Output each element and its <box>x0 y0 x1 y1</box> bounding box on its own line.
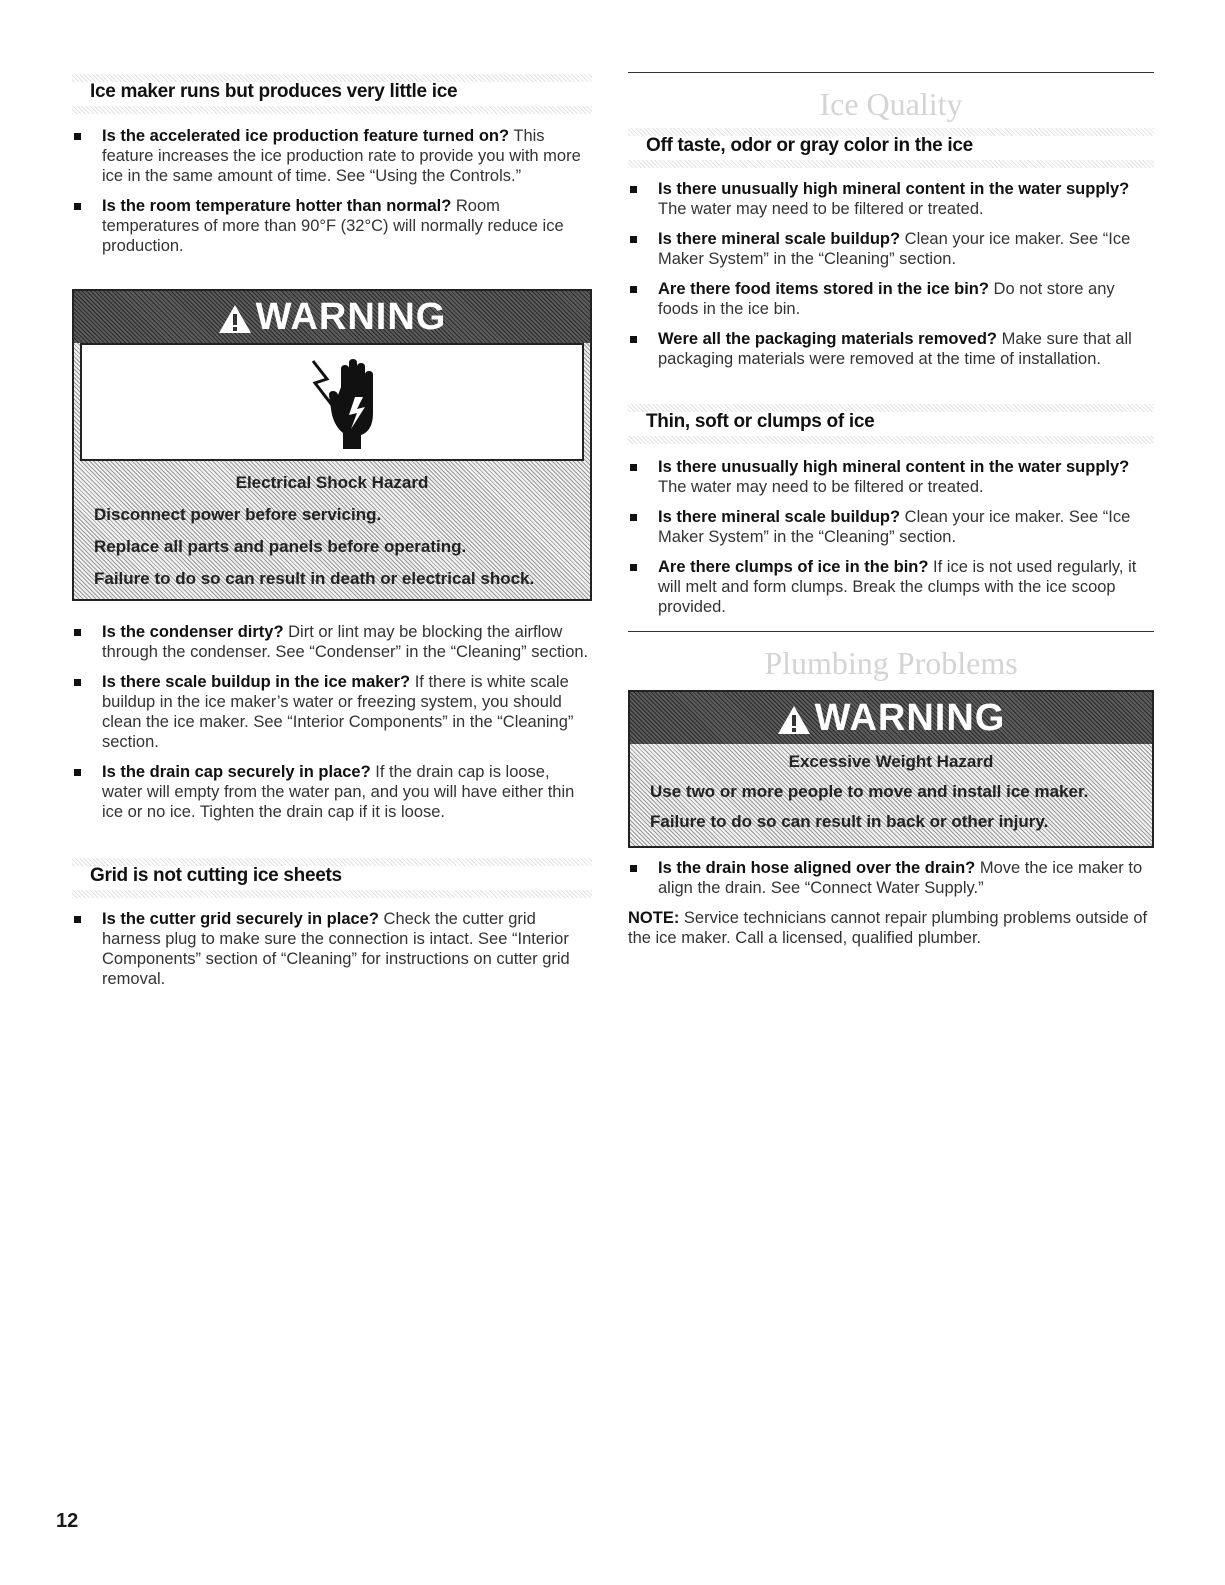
warning-line: Failure to do so can result in death or electrical shock. <box>94 569 535 588</box>
question: Is the room temperature hotter than normal? <box>102 197 452 215</box>
answer: Make sure that all packaging materials were removed at the time of installation. <box>658 330 1132 368</box>
question: Is there mineral scale buildup? <box>658 508 901 526</box>
list-item <box>72 672 592 752</box>
note-text: Service technicians cannot repair plumbing problems outside of the ice maker. Call a licensed, qualified plumber. <box>628 909 1148 947</box>
answer: If there is white scale buildup in the ice maker’s water or freezing system, you should clean the ice maker. See “Interior Components” in the “Cleaning” section. <box>102 673 574 751</box>
list-item <box>628 507 1154 547</box>
answer: Room temperatures of more than 90°F (32°C) will normally reduce ice production. <box>102 197 564 255</box>
list-item <box>72 762 592 822</box>
subhead-grid-not-cutting <box>72 858 592 898</box>
question: Is there scale buildup in the ice maker? <box>102 673 411 691</box>
warning-banner <box>74 291 590 343</box>
warning-triangle-icon <box>218 304 252 334</box>
section-title-ice-quality: Ice Quality <box>819 86 963 122</box>
section-title-plumbing-problems: Plumbing Problems <box>764 645 1018 681</box>
warning-banner-text: WARNING <box>255 296 447 338</box>
question: Is the condenser dirty? <box>102 623 284 641</box>
question: Were all the packaging materials removed? <box>658 330 997 348</box>
electrical-shock-icon <box>305 357 385 451</box>
warning-banner <box>630 692 1152 744</box>
warning-line: Replace all parts and panels before operating. <box>94 537 467 556</box>
bullet-list <box>628 858 1154 908</box>
answer: Do not store any foods in the ice bin. <box>658 280 1115 318</box>
warning-box-electrical <box>72 289 592 601</box>
question: Is there unusually high mineral content in the water supply? <box>658 458 1130 476</box>
warning-line: Failure to do so can result in back or other injury. <box>650 812 1049 831</box>
bullet-square-icon <box>74 629 81 636</box>
bullet-square-icon <box>630 336 637 343</box>
answer: This feature increases the ice production rate to provide you with more ice in the same amount of time. See “Using the Controls.” <box>102 127 581 185</box>
bullet-square-icon <box>630 514 637 521</box>
list-item <box>628 279 1154 319</box>
answer: The water may need to be filtered or treated. <box>658 478 984 496</box>
question: Is the drain hose aligned over the drain? <box>658 859 976 877</box>
subhead-ice-maker-little-ice <box>72 74 592 114</box>
subhead-label: Ice maker runs but produces very little ice <box>90 81 458 102</box>
bullet-square-icon <box>74 203 81 210</box>
question: Is there mineral scale buildup? <box>658 230 901 248</box>
answer: Clean your ice maker. See “Ice Maker System” in the “Cleaning” section. <box>658 230 1131 268</box>
list-item <box>628 858 1154 898</box>
answer: Check the cutter grid harness plug to make sure the connection is intact. See “Interior Components” section of “Cleaning” for instructions on cutter grid removal. <box>102 910 570 988</box>
answer: Clean your ice maker. See “Ice Maker System” in the “Cleaning” section. <box>658 508 1131 546</box>
list-item <box>72 909 592 989</box>
warning-text-block <box>94 473 570 589</box>
answer: The water may need to be filtered or treated. <box>658 200 984 218</box>
page-number: 12 <box>56 1510 79 1532</box>
question: Is the accelerated ice production feature turned on? <box>102 127 510 145</box>
divider <box>628 631 1154 632</box>
note-paragraph <box>628 908 1154 948</box>
bullet-square-icon <box>630 464 637 471</box>
bullet-square-icon <box>74 133 81 140</box>
icon-panel <box>80 343 584 461</box>
warning-text-block <box>650 752 1132 832</box>
warning-line: Disconnect power before servicing. <box>94 505 382 524</box>
answer: Dirt or lint may be blocking the airflow through the condenser. See “Condenser” in the “Cleaning” section. <box>102 623 589 661</box>
question: Are there clumps of ice in the bin? <box>658 558 929 576</box>
subhead-off-taste <box>628 128 1154 168</box>
hazard-title: Excessive Weight Hazard <box>788 752 994 771</box>
answer: If the drain cap is loose, water will empty from the water pan, and you will have either thin ice or no ice. Tighten the drain cap if it is loose. <box>102 763 575 821</box>
bullet-square-icon <box>630 564 637 571</box>
subhead-thin-soft-clumps <box>628 404 1154 444</box>
bullet-list <box>72 909 592 999</box>
bullet-list <box>72 622 592 832</box>
warning-box-weight <box>628 690 1154 848</box>
question: Is there unusually high mineral content in the water supply? <box>658 180 1130 198</box>
question: Are there food items stored in the ice bin? <box>658 280 989 298</box>
subhead-label: Off taste, odor or gray color in the ice <box>646 135 973 156</box>
question: Is the drain cap securely in place? <box>102 763 371 781</box>
bullet-square-icon <box>74 769 81 776</box>
list-item <box>628 179 1154 219</box>
bullet-square-icon <box>630 236 637 243</box>
bullet-square-icon <box>630 186 637 193</box>
list-item <box>628 457 1154 497</box>
list-item <box>628 229 1154 269</box>
subhead-label: Grid is not cutting ice sheets <box>90 865 342 886</box>
list-item <box>72 126 592 186</box>
answer: Move the ice maker to align the drain. See “Connect Water Supply.” <box>658 859 1143 897</box>
bullet-square-icon <box>630 286 637 293</box>
warning-triangle-icon <box>777 705 811 735</box>
divider <box>628 72 1154 73</box>
note-label: NOTE: <box>628 909 680 927</box>
hazard-title: Electrical Shock Hazard <box>235 473 429 492</box>
subhead-label: Thin, soft or clumps of ice <box>646 411 875 432</box>
list-item <box>72 622 592 662</box>
list-item <box>628 329 1154 369</box>
bullet-square-icon <box>74 916 81 923</box>
list-item <box>72 196 592 256</box>
question: Is the cutter grid securely in place? <box>102 910 379 928</box>
warning-line: Use two or more people to move and install ice maker. <box>650 782 1089 801</box>
bullet-list <box>628 179 1154 379</box>
bullet-square-icon <box>74 679 81 686</box>
bullet-list <box>628 457 1154 627</box>
bullet-square-icon <box>630 865 637 872</box>
warning-banner-text: WARNING <box>814 697 1006 739</box>
list-item <box>628 557 1154 617</box>
bullet-list <box>72 126 592 266</box>
answer: If ice is not used regularly, it will melt and form clumps. Break the clumps with the ice scoop provided. <box>658 558 1137 616</box>
